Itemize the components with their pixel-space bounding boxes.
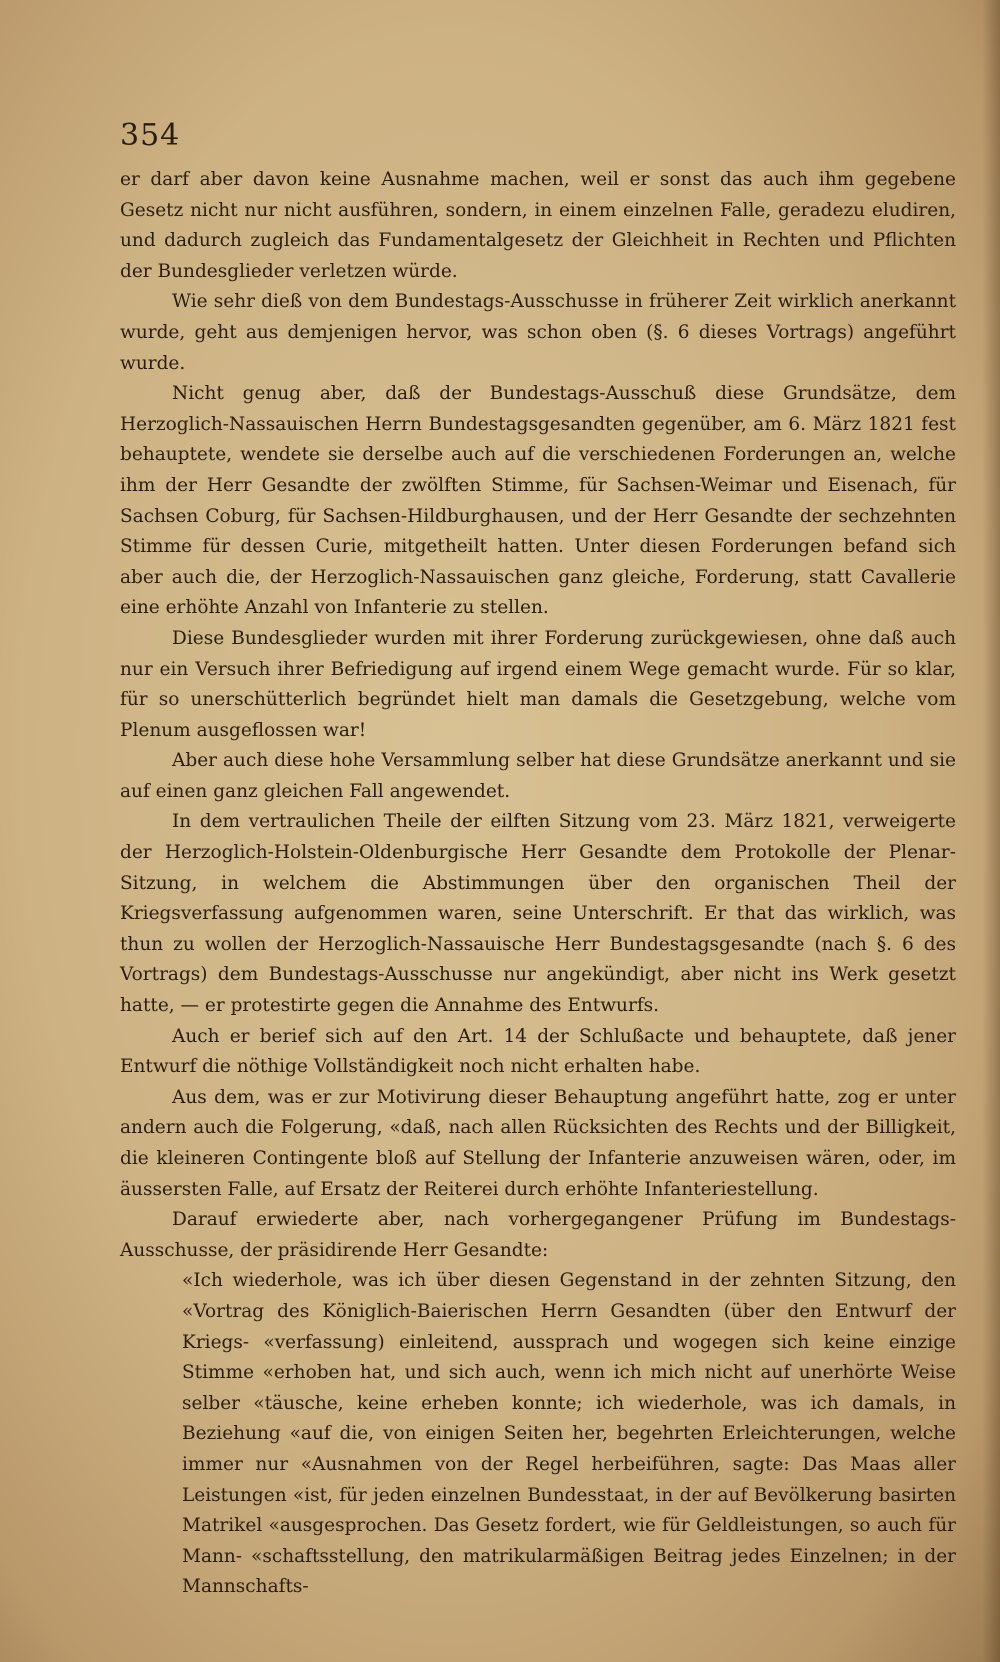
- quote-text: «Ich wiederhole, was ich über diesen Gegenstand in der zehnten Sitzung, den «Vortrag des Königlich-Baierischen Herrn Gesandten (über den Entwurf der Kriegs- «verfassung) einleitend, aussprach und wogegen sich keine einzige Stimme «erhoben hat, und sich auch, wenn ich mich nicht auf unerhörte Weise selber «täusche, keine erheben konnte; ich wiederhole, was ich damals, in Beziehung «auf die, von einigen Seiten her, begehrten Erleichterungen, welche immer nur «Ausnahmen von der Regel herbeiführen, sagte: Das Maas aller Leistungen «ist, für jeden einzelnen Bundesstaat, in der auf Bevölkerung basirten Matrikel «ausgesprochen. Das Gesetz fordert, wie für Geldleistungen, so auch für Mann- «schaftsstellung, den matrikularmäßigen Beitrag jedes Einzelnen; in der Mannschafts-: [182, 1270, 956, 1598]
- page-edge-shadow: [982, 0, 1000, 1662]
- page-number: 354: [120, 118, 181, 153]
- paragraph: Wie sehr dieß von dem Bundestags-Ausschusse in früherer Zeit wirklich anerkannt wurde, geht aus demjenigen hervor, was schon oben (§. 6 dieses Vortrags) angeführt wurde.: [120, 291, 956, 374]
- body-text: [120, 165, 956, 1603]
- paragraph: Auch er berief sich auf den Art. 14 der Schlußacte und behauptete, daß jener Entwurf die nöthige Vollständigkeit noch nicht erhalten habe.: [120, 1025, 956, 1078]
- paragraph: Darauf erwiederte aber, nach vorhergegangener Prüfung im Bundestags-Ausschusse, der präsidirende Herr Gesandte:: [120, 1209, 956, 1261]
- paragraph: Diese Bundesglieder wurden mit ihrer Forderung zurückgewiesen, ohne daß auch nur ein Versuch ihrer Befriedigung auf irgend einem Wege gemacht wurde. Für so klar, für so unerschütterlich begründet hielt man damals die Gesetzgebung, welche vom Plenum ausgeflossen war!: [120, 627, 956, 741]
- paragraph: Aber auch diese hohe Versammlung selber hat diese Grundsätze anerkannt und sie auf einen ganz gleichen Fall angewendet.: [120, 750, 956, 802]
- paragraph: In dem vertraulichen Theile der eilften Sitzung vom 23. März 1821, verweigerte der Herzoglich-Holstein-Oldenburgische Herr Gesandte dem Protokolle der Plenar-Sitzung, in welchem die Abstimmungen über den organischen Theil der Kriegsverfassung aufgenommen waren, seine Unterschrift. Er that das wirklich, was thun zu wollen der Herzoglich-Nassauische Herr Bundestagsgesandte (nach §. 6 des Vortrags) dem Bundestags-Ausschusse nur angekündigt, aber nicht ins Werk gesetzt hatte, — er protestirte gegen die Annahme des Entwurfs.: [120, 811, 956, 1017]
- paragraph: Nicht genug aber, daß der Bundestags-Ausschuß diese Grundsätze, dem Herzoglich-Nassauischen Herrn Bundestagsgesandten gegenüber, am 6. März 1821 fest behauptete, wendete sie derselbe auch auf die verschiedenen Forderungen an, welche ihm der Herr Gesandte der zwölften Stimme, für Sachsen-Weimar und Eisenach, für Sachsen Coburg, für Sachsen-Hildburghausen, und der Herr Gesandte der sechzehnten Stimme für dessen Curie, mitgetheilt hatten. Unter diesen Forderungen befand sich aber auch die, der Herzoglich-Nassauischen ganz gleiche, Forderung, statt Cavallerie eine erhöhte Anzahl von Infanterie zu stellen.: [120, 383, 956, 619]
- paragraph: er darf aber davon keine Ausnahme machen, weil er sonst das auch ihm gegebene Gesetz nicht nur nicht ausführen, sondern, in einem einzelnen Falle, geradezu eludiren, und dadurch zugleich das Fundamentalgesetz der Gleichheit in Rechten und Pflichten der Bundesglieder verletzen würde.: [120, 169, 956, 282]
- block-quote: [120, 1266, 956, 1603]
- paragraph: Aus dem, was er zur Motivirung dieser Behauptung angeführt hatte, zog er unter andern auch die Folgerung, «daß, nach allen Rücksichten des Rechts und der Billigkeit, die kleineren Contingente bloß auf Stellung der Infanterie anzuweisen wären, oder, im äussersten Falle, auf Ersatz der Reiterei durch erhöhte Infanteriestellung.: [120, 1086, 956, 1200]
